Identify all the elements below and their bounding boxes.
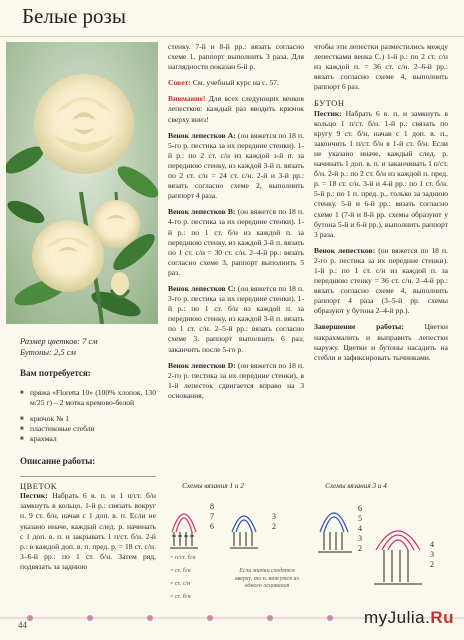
legend-item: = ст. с/н [170, 581, 191, 587]
col3-cont: чтобы эти лепестки разместились между лепестками венка C.) 1-й р.: по 2 ст. с/н из каждой п. = 36 ст. с/н. 2–6-й рр.: вязать согласно схеме 4, выполнить раппорт 6 раз. [314, 42, 448, 92]
diagram12-caption: Схемы вязания 1 и 2 [182, 482, 244, 490]
col2-cont: стенку. 7-й и 8-й рр.: вязать согласно схеме 1, раппорт выполнить 3 раза. Для наглядности показан 6-й р. [168, 42, 304, 72]
bud-size-text: Бутоны: 2,5 см [20, 347, 76, 357]
watermark [364, 608, 454, 628]
row-label: 3 [430, 550, 434, 559]
left-column [20, 368, 156, 578]
flower-size-text: Размер цветков: 7 см [20, 336, 98, 346]
pistil-label: Пестик: [20, 491, 48, 501]
flower-body: Набрать 6 в. п. и 1 п/ст. б/н замкнуть в кольцо. 1-й р.: связать вокруг п. 9 ст. б/н, начав с 1 доп. в. п. Если не указано иначе, каждый след. р. начинать с 1 доп. в. п. и закрывать 1 п/ст. б/н. 2-й р.: в каждой доп. в. п. пред. р. = 18 ст. с/н. 3–6-й рр.: по 1 ст. б/н. Затем ряд, подвязать за заднюю [20, 491, 156, 571]
attention-text [168, 94, 304, 124]
symbol-note: Если значки сходятся вверху, то п. вяжутся из одного основания [235, 568, 299, 589]
attention-body: Для всех следующих венков лепестков: каждый раз вводить крючок сверху вниз! [168, 94, 304, 124]
flower-heading: ЦВЕТОК [20, 481, 57, 492]
materials-item: ■ пластиковые стебли [20, 424, 156, 434]
row-label: 2 [430, 560, 434, 569]
materials-heading: Вам потребуется: [20, 368, 91, 378]
bud-text [314, 109, 448, 240]
finish-label: Завершение работы: [314, 322, 404, 332]
wreath-d-text [168, 361, 304, 401]
description-heading: Описание работы: [20, 456, 96, 467]
row-label: 4 [430, 540, 434, 549]
row-label: 3 [272, 512, 276, 521]
legend-item: = п/ст. б/н [170, 555, 196, 561]
row-label: 5 [358, 514, 362, 523]
wreath-c-text [168, 284, 304, 355]
row-label: 7 [210, 512, 214, 521]
wreath-d-body: (он вяжется по 18 п. 2-го р. пестика за их передние стенки), в 1-й лепесток сдвигается вправо на 3 основания, [168, 360, 304, 400]
materials-item: ■ крючок № 1 [20, 414, 156, 424]
page-title: Белые розы [22, 4, 126, 28]
bud-wreath-body: (он вяжется по 18 п. 2-го р. пестика за их передние стенки). 1-й р.: по 1 ст. с/н из каждой п. за переднюю стенку = 36 ст. с/н. 2–4-й рр.: вязать согласно схеме 4, выполнить раппорт 4 раза (3–5-й рр. схемы образуют у бутона 2–4-й рр.). [314, 245, 448, 316]
row-label: 2 [272, 522, 276, 531]
tip-label: Совет: [168, 78, 191, 88]
bud-wreath-text [314, 246, 448, 317]
finish-text [314, 322, 448, 362]
row-label: 4 [358, 524, 362, 533]
wreath-b-body: (он вяжется по 18 п. 4-го р. пестика за их передние стенки). 1-й р.: по 1 ст. б/н из каждой п. за переднюю стенку, из каждой 3-й п. вязать по 1 ст. с/н = 30 ст. с/н. 2–4-й рр.: вязать согласно схеме 3, раппорт выполнить 5 раз. [168, 207, 304, 277]
bud-heading: БУТОН [314, 98, 345, 109]
watermark-suffix: Ru [430, 608, 454, 627]
wreath-c-body: (он вяжется по 18 п. 3-го р. пестика за их передние стенки). 1-й р.: по 1 ст. б/н из каждой п. за переднюю стенку, из каждой 3-й п. вязать по 1 ст. с/н. 2–5-й рр.: вязать согласно схеме 3, раппорт выполнить 6 раз; заканчить после 5-го р. [168, 283, 304, 354]
wreath-a-text [168, 131, 304, 202]
tip-body: См. учебный курс на с. 57. [192, 78, 279, 88]
diagram34-labels-b [430, 540, 434, 570]
materials-item: ■ крахмал [20, 434, 156, 444]
attention-label: Внимание! [168, 94, 206, 104]
row-label: 6 [358, 504, 362, 513]
finish-body: Цветки накрахмалить и выправить лепестки наружу. Цветки и бутоны насадить на стебли и зафиксировать тычинками. [314, 322, 448, 362]
tip-text [168, 78, 304, 88]
wreath-d-label: Венок лепестков D: [168, 360, 236, 370]
diagram12-labels-b [272, 512, 276, 532]
symbol-legend [170, 552, 230, 604]
legend-item: = ст. б/н [170, 594, 191, 600]
right-column [314, 42, 448, 369]
page-number: 44 [18, 620, 27, 630]
section-divider [20, 476, 156, 477]
row-label: 6 [210, 522, 214, 531]
bud-pistil-label: Пестик: [314, 108, 342, 118]
row-label: 2 [358, 544, 362, 553]
materials-list [20, 388, 156, 444]
watermark-text: myJulia. [363, 608, 431, 627]
diagram12-labels [210, 502, 214, 532]
flower-text [20, 491, 156, 572]
legend-item: = ст. б/н [170, 568, 191, 574]
bud-wreath-label: Венок лепестков: [314, 245, 376, 255]
materials-item: ■ пряжа «Floretta 10» (100% хлопок, 130 м/25 г) – 2 мотка кремово-белой [20, 388, 156, 408]
row-label: 3 [358, 534, 362, 543]
title-divider [0, 36, 464, 37]
wreath-a-body: (он вяжется по 18 п. 5-го р. пестика за их передние стенки). 1-й р.: по 2 ст. с/н из каждой з-й п. за переднюю стенку, из каждой 3-й п. вязать по 2 ст. с/н = 24 ст. с/н. 2-й и 3-й рр.: вязать согласно схеме 2, выполнить раппорт 4 раза. [168, 130, 304, 201]
wreath-b-label: Венок лепестков B: [168, 207, 236, 217]
photo-caption [20, 336, 98, 358]
wreath-a-label: Венок лепестков A: [168, 130, 236, 140]
middle-column [168, 42, 304, 407]
diagram34-labels [358, 504, 362, 554]
diagram12 [166, 492, 286, 554]
diagram34-caption: Схемы вязания 3 и 4 [325, 482, 387, 490]
bud-body: Набрать 6 в. п. и замкнуть в кольцо 1 п/ст. б/н. 1-й р.: связать по кругу 9 ст. б/н, начав с 1 доп. в. п., закончить 1 п/ст. б/н в 1-й ст. б/н. Если не указано иначе, каждый след. р. начинать 1 доп. в. п. и заканчивать 1 п/ст. б/н. 2-й р.: по 2 ст. б/н из каждой п. пред. р. = 18 ст. с/н. 3-й и 4-й рр.: по 1 ст. б/н. 5-й р.: по 1 п. пред. р., только за заднюю стенку. 5-й и 6-й рр.: вязать согласно схеме 1 (7-й и 8-й рр. схемы образуют у бутона 5-й и 6-й рр.), выполнить раппорт 3 раза. [314, 108, 448, 239]
row-label: 8 [210, 502, 214, 511]
wreath-b-text [168, 207, 304, 278]
wreath-c-label: Венок лепестков C: [168, 283, 236, 293]
roses-photo [6, 42, 158, 324]
